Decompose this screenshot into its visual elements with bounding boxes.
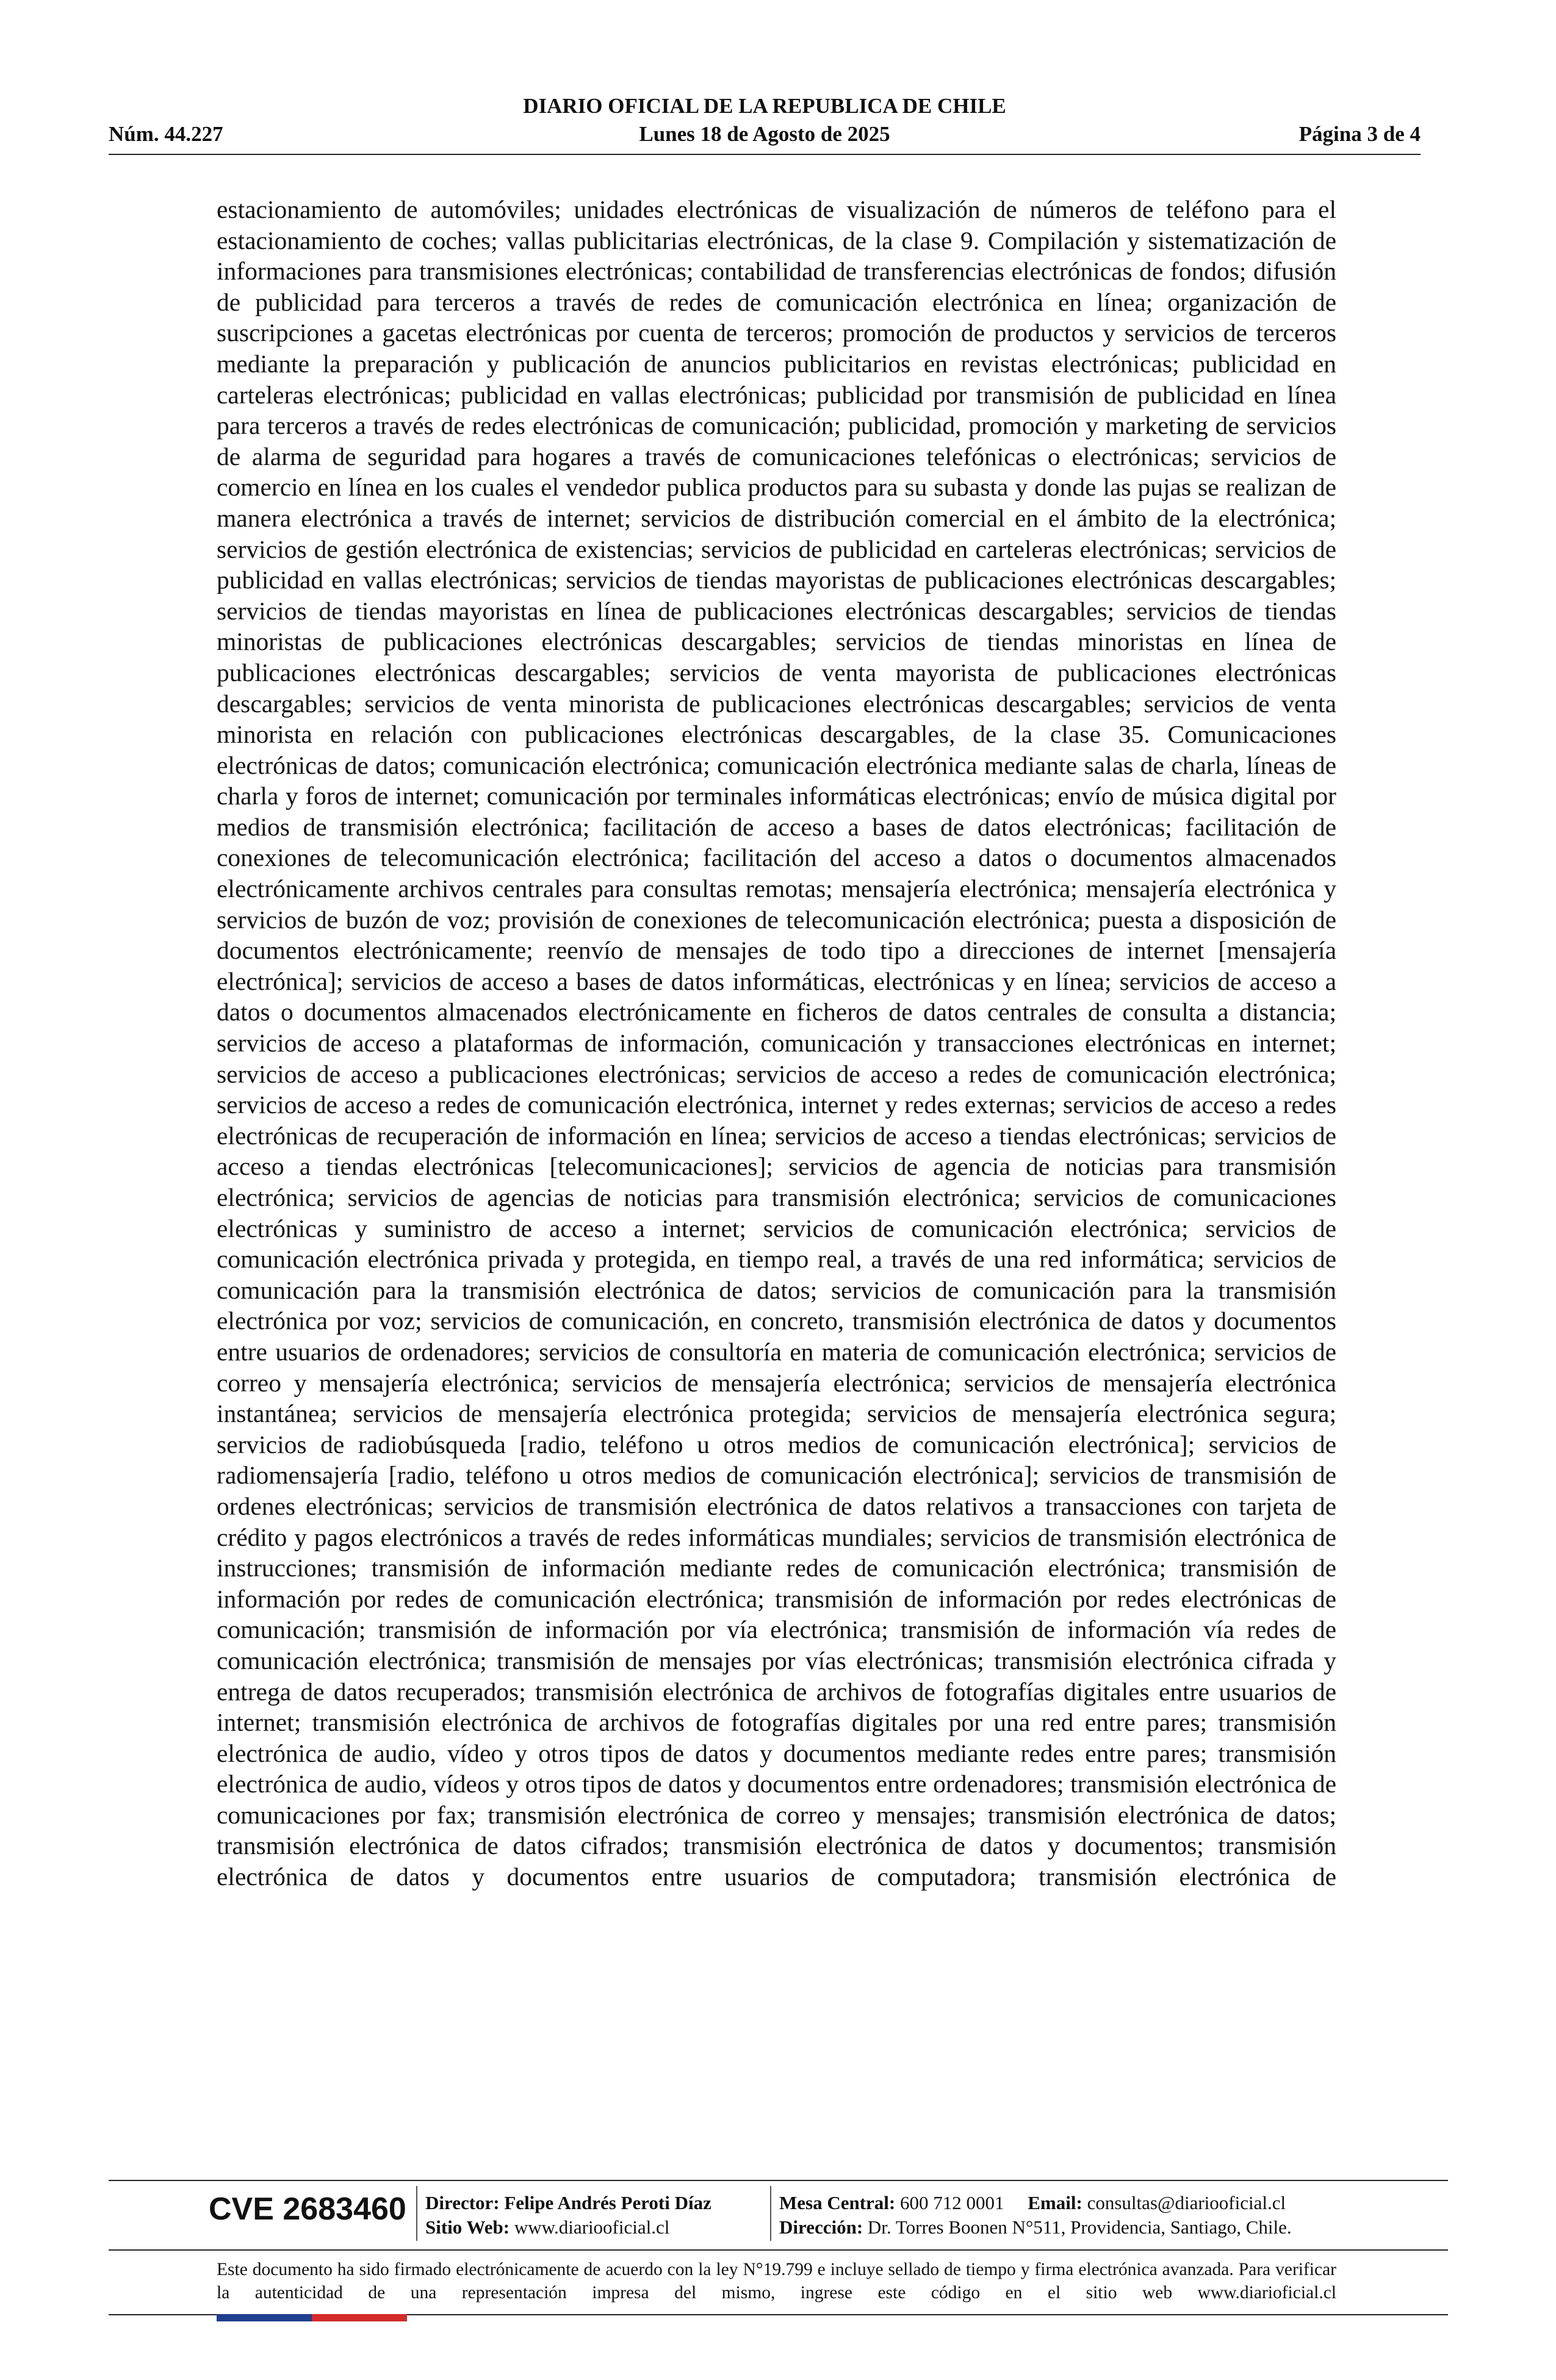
footer-divider-top <box>109 2180 1448 2181</box>
electronic-signature-notice: Este documento ha sido firmado electrónicamente de acuerdo con la ley N°19.799 e incluye sellado de tiempo y firma electrónica avanzada. Para verificar la autenticidad de una representación impresa del mismo, ingrese este código en el sitio web www.diarioficial.cl <box>217 2260 1336 2302</box>
address-value: Dr. Torres Boonen N°511, Providencia, Santiago, Chile. <box>867 2216 1292 2238</box>
flag-color-stripes <box>217 2314 407 2321</box>
header-divider <box>109 154 1421 155</box>
director-name: Felipe Andrés Peroti Díaz <box>504 2192 711 2213</box>
gazette-title: DIARIO OFICIAL DE LA REPUBLICA DE CHILE <box>523 94 1006 118</box>
issue-number: Núm. 44.227 <box>109 122 223 146</box>
footer-separator-2 <box>770 2186 771 2241</box>
contact-line <box>779 2191 1286 2215</box>
document-body-text: estacionamiento de automóviles; unidades electrónicas de visualización de números de teléfono para el estacionamiento de coches; vallas publicitarias electrónicas, de la clase 9. Compilación y sistematización de informaciones para transmisiones electrónicas; contabilidad de transferencias electrónicas de fondos; difusión de publicidad para terceros a través de redes de comunicación electrónica en línea; organización de suscripciones a gacetas electrónicas por cuenta de terceros; promoción de productos y servicios de terceros mediante la preparación y publicación de anuncios publicitarios en revistas electrónicas; publicidad en carteleras electrónicas; publicidad en vallas electrónicas; publicidad por transmisión de publicidad en línea para terceros a través de redes electrónicas de comunicación; publicidad, promoción y marketing de servicios de alarma de seguridad para hogares a través de comunicaciones telefónicas o electrónicas; servicios de comercio en línea en los cuales el vendedor publica productos para su subasta y donde las pujas se realizan de manera electrónica a través de internet; servicios de distribución comercial en el ámbito de la electrónica; servicios de gestión electrónica de existencias; servicios de publicidad en carteleras electrónicas; servicios de publicidad en vallas electrónicas; servicios de tiendas mayoristas de publicaciones electrónicas descargables; servicios de tiendas mayoristas en línea de publicaciones electrónicas descargables; servicios de tiendas minoristas de publicaciones electrónicas descargables; servicios de tiendas minoristas en línea de publicaciones electrónicas descargables; servicios de venta mayorista de publicaciones electrónicas descargables; servicios de venta minorista de publicaciones electrónicas descargables; servicios de venta minorista en relación con publicaciones electrónicas descargables, de la clase 35. Comunicaciones electrónicas de datos; comunicación electrónica; comunicación electrónica mediante salas de charla, líneas de charla y foros de internet; comunicación por terminales informáticas electrónicas; envío de música digital por medios de transmisión electrónica; facilitación de acceso a bases de datos electrónicas; facilitación de conexiones de telecomunicación electrónica; facilitación del acceso a datos o documentos almacenados electrónicamente archivos centrales para consultas remotas; mensajería electrónica; mensajería electrónica y servicios de buzón de voz; provisión de conexiones de telecomunicación electrónica; puesta a disposición de documentos electrónicamente; reenvío de mensajes de todo tipo a direcciones de internet [mensajería electrónica]; servicios de acceso a bases de datos informáticas, electrónicas y en línea; servicios de acceso a datos o documentos almacenados electrónicamente en ficheros de datos centrales de consulta a distancia; servicios de acceso a plataformas de información, comunicación y transacciones electrónicas en internet; servicios de acceso a publicaciones electrónicas; servicios de acceso a redes de comunicación electrónica; servicios de acceso a redes de comunicación electrónica, internet y redes externas; servicios de acceso a redes electrónicas de recuperación de información en línea; servicios de acceso a tiendas electrónicas; servicios de acceso a tiendas electrónicas [telecomunicaciones]; servicios de agencia de noticias para transmisión electrónica; servicios de agencias de noticias para transmisión electrónica; servicios de comunicaciones electrónicas y suministro de acceso a internet; servicios de comunicación electrónica; servicios de comunicación electrónica privada y protegida, en tiempo real, a través de una red informática; servicios de comunicación para la transmisión electrónica de datos; servicios de comunicación para la transmisión electrónica por voz; servicios de comunicación, en concreto, transmisión electrónica de datos y documentos entre usuarios de ordenadores; servicios de consultoría en materia de comunicación electrónica; servicios de correo y mensajería electrónica; servicios de mensajería electrónica; servicios de mensajería electrónica instantánea; servicios de mensajería electrónica protegida; servicios de mensajería electrónica segura; servicios de radiobúsqueda [radio, teléfono u otros medios de comunicación electrónica]; servicios de radiomensajería [radio, teléfono u otros medios de comunicación electrónica]; servicios de transmisión de ordenes electrónicas; servicios de transmisión electrónica de datos relativos a transacciones con tarjeta de crédito y pagos electrónicos a través de redes informáticas mundiales; servicios de transmisión electrónica de instrucciones; transmisión de información mediante redes de comunicación electrónica; transmisión de información por redes de comunicación electrónica; transmisión de información por redes electrónicas de comunicación; transmisión de información por vía electrónica; transmisión de información vía redes de comunicación electrónica; transmisión de mensajes por vías electrónicas; transmisión electrónica cifrada y entrega de datos recuperados; transmisión electrónica de archivos de fotografías digitales entre usuarios de internet; transmisión electrónica de archivos de fotografías digitales por una red entre pares; transmisión electrónica de audio, vídeo y otros tipos de datos y documentos mediante redes entre pares; transmisión electrónica de audio, vídeos y otros tipos de datos y documentos entre ordenadores; transmisión electrónica de comunicaciones por fax; transmisión electrónica de correo y mensajes; transmisión electrónica de datos; transmisión electrónica de datos cifrados; transmisión electrónica de datos y documentos; transmisión electrónica de datos y documentos entre usuarios de computadora; transmisión electrónica de <box>217 195 1336 1891</box>
page-header <box>109 93 1421 159</box>
footer-separator-1 <box>416 2186 417 2241</box>
mesa-value: 600 712 0001 <box>900 2192 1004 2213</box>
site-label: Sitio Web: <box>425 2216 510 2238</box>
site-line <box>425 2215 669 2240</box>
mesa-label: Mesa Central: <box>779 2192 896 2213</box>
address-label: Dirección: <box>779 2216 863 2238</box>
header-info-row <box>109 121 1421 148</box>
page-indicator: Página 3 de 4 <box>1298 122 1421 146</box>
email-label: Email: <box>1028 2192 1082 2213</box>
address-line <box>779 2215 1292 2240</box>
director-line <box>425 2191 711 2215</box>
issue-date: Lunes 18 de Agosto de 2025 <box>639 122 890 146</box>
site-link[interactable]: www.diariooficial.cl <box>514 2216 670 2238</box>
cve-code: CVE 2683460 <box>209 2191 406 2227</box>
stripe-red <box>312 2314 407 2321</box>
director-label: Director: <box>425 2192 500 2213</box>
footer-divider-mid <box>109 2249 1448 2251</box>
email-link[interactable]: consultas@diariooficial.cl <box>1087 2192 1286 2213</box>
stripe-blue <box>217 2314 312 2321</box>
